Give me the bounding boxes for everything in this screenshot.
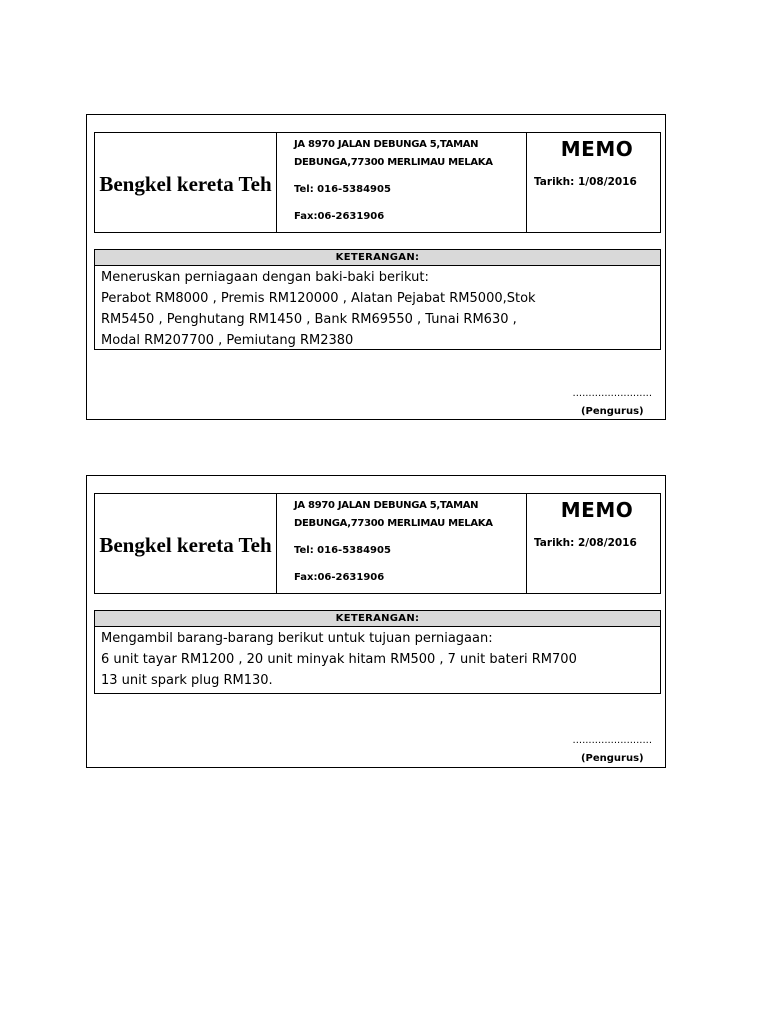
keterangan-line: 13 unit spark plug RM130.: [101, 673, 273, 688]
keterangan-line: Perabot RM8000 , Premis RM120000 , Alatan Pejabat RM5000,Stok: [101, 291, 536, 306]
contact-info: [277, 133, 527, 232]
memo-header: [94, 493, 661, 594]
address: JA 8970 JALAN DEBUNGA 5,TAMAN DEBUNGA,77300 MERLIMAU MELAKA: [294, 500, 493, 529]
keterangan-line: RM5450 , Penghutang RM1450 , Bank RM69550 , Tunai RM630 ,: [101, 312, 517, 327]
company-name: Bengkel kereta Teh: [95, 494, 277, 593]
memo-2: [86, 475, 666, 768]
memo-title: MEMO: [560, 498, 634, 522]
keterangan-line: Modal RM207700 , Pemiutang RM2380: [101, 333, 354, 348]
signatory: (Pengurus): [580, 406, 644, 417]
memo-1: [86, 114, 666, 420]
signature-line: .........................: [572, 735, 652, 746]
address: JA 8970 JALAN DEBUNGA 5,TAMAN DEBUNGA,77300 MERLIMAU MELAKA: [294, 139, 493, 168]
fax: Fax:06-2631906: [294, 572, 385, 583]
memo-title: MEMO: [560, 137, 634, 161]
keterangan-title: KETERANGAN:: [94, 249, 661, 266]
memo-title-block: [527, 494, 660, 593]
memo-date: Tarikh: 2/08/2016: [534, 537, 637, 549]
signature-block: [573, 734, 652, 766]
keterangan-body: [94, 265, 661, 350]
telephone: Tel: 016-5384905: [294, 545, 391, 556]
keterangan-title: KETERANGAN:: [94, 610, 661, 627]
signature-block: [573, 387, 652, 419]
memo-date: Tarikh: 1/08/2016: [534, 176, 637, 188]
company-name: Bengkel kereta Teh: [95, 133, 277, 232]
memo-header: [94, 132, 661, 233]
memo-title-block: [527, 133, 660, 232]
telephone: Tel: 016-5384905: [294, 184, 391, 195]
signature-line: .........................: [572, 388, 652, 399]
contact-info: [277, 494, 527, 593]
keterangan-line: Meneruskan perniagaan dengan baki-baki berikut:: [101, 270, 429, 285]
signatory: (Pengurus): [580, 753, 644, 764]
fax: Fax:06-2631906: [294, 211, 385, 222]
keterangan-body: [94, 626, 661, 694]
keterangan-line: Mengambil barang-barang berikut untuk tujuan perniagaan:: [101, 631, 493, 646]
keterangan-line: 6 unit tayar RM1200 , 20 unit minyak hitam RM500 , 7 unit bateri RM700: [101, 652, 577, 667]
